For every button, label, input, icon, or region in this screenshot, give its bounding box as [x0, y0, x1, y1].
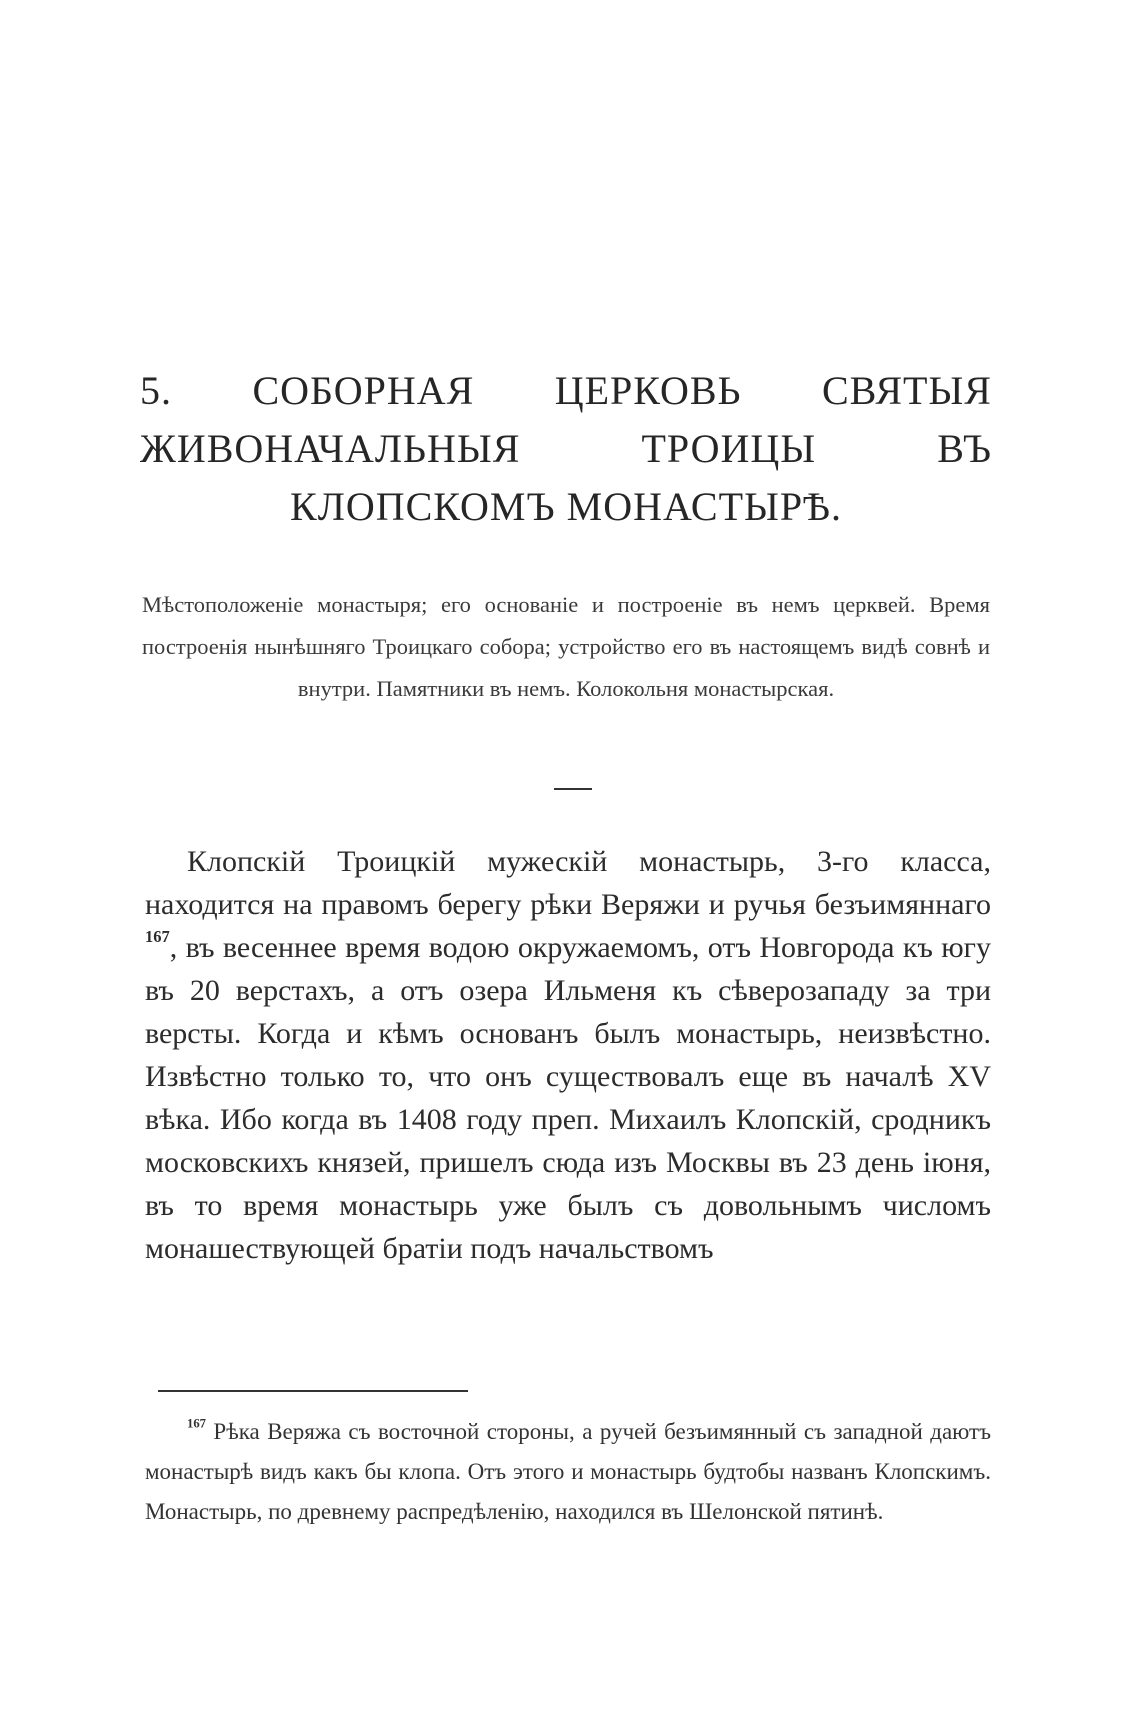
footnote-text: Рѣка Веряжа съ восточной стороны, а ручей безъимянный съ западной даютъ монастырѣ видъ какъ бы клопа. Отъ этого и монастырь будтобы названъ Клопскимъ. Монастырь, по древнему распредѣленію, находился въ Шелонской пятинѣ.	[145, 1419, 991, 1524]
chapter-heading: 5. СОБОРНАЯ ЦЕРКОВЬ СВЯТЫЯ ЖИВОНАЧАЛЬНЫЯ ТРОИЦЫ ВЪ КЛОПСКОМЪ МОНАСТЫРѢ.	[140, 368, 992, 529]
footnote-number: 167	[187, 1416, 206, 1431]
body-paragraph	[145, 840, 991, 1270]
chapter-summary: Мѣстоположеніе монастыря; его основаніе и построеніе въ немъ церквей. Время построенія нынѣшняго Троицкаго собора; устройство его въ настоящемъ видѣ совнѣ и внутри. Памятники въ немъ. Колокольня монастырская.	[142, 592, 990, 701]
footnote-rule	[158, 1390, 468, 1392]
footnote-reference: 167	[145, 927, 170, 947]
body-text-part-1: Клопскій Троицкій мужескій монастырь, 3-го класса, находится на правомъ берегу рѣки Веряжи и ручья безъимяннаго	[145, 845, 991, 921]
section-separator	[554, 788, 592, 790]
footnote	[145, 1412, 991, 1532]
body-text-part-2: , въ весеннее время водою окружаемомъ, отъ Новгорода къ югу въ 20 верстахъ, а отъ озера Ильменя къ сѣверозападу за три версты. Когда и кѣмъ основанъ былъ монастырь, неизвѣстно. Извѣстно только то, что онъ существовалъ еще въ началѣ XV вѣка. Ибо когда въ 1408 году преп. Михаилъ Клопскій, сродникъ московскихъ князей, пришелъ сюда изъ Москвы въ 23 день іюня, въ то время монастырь уже былъ съ довольнымъ числомъ монашествующей братіи подъ начальствомъ	[145, 931, 991, 1265]
